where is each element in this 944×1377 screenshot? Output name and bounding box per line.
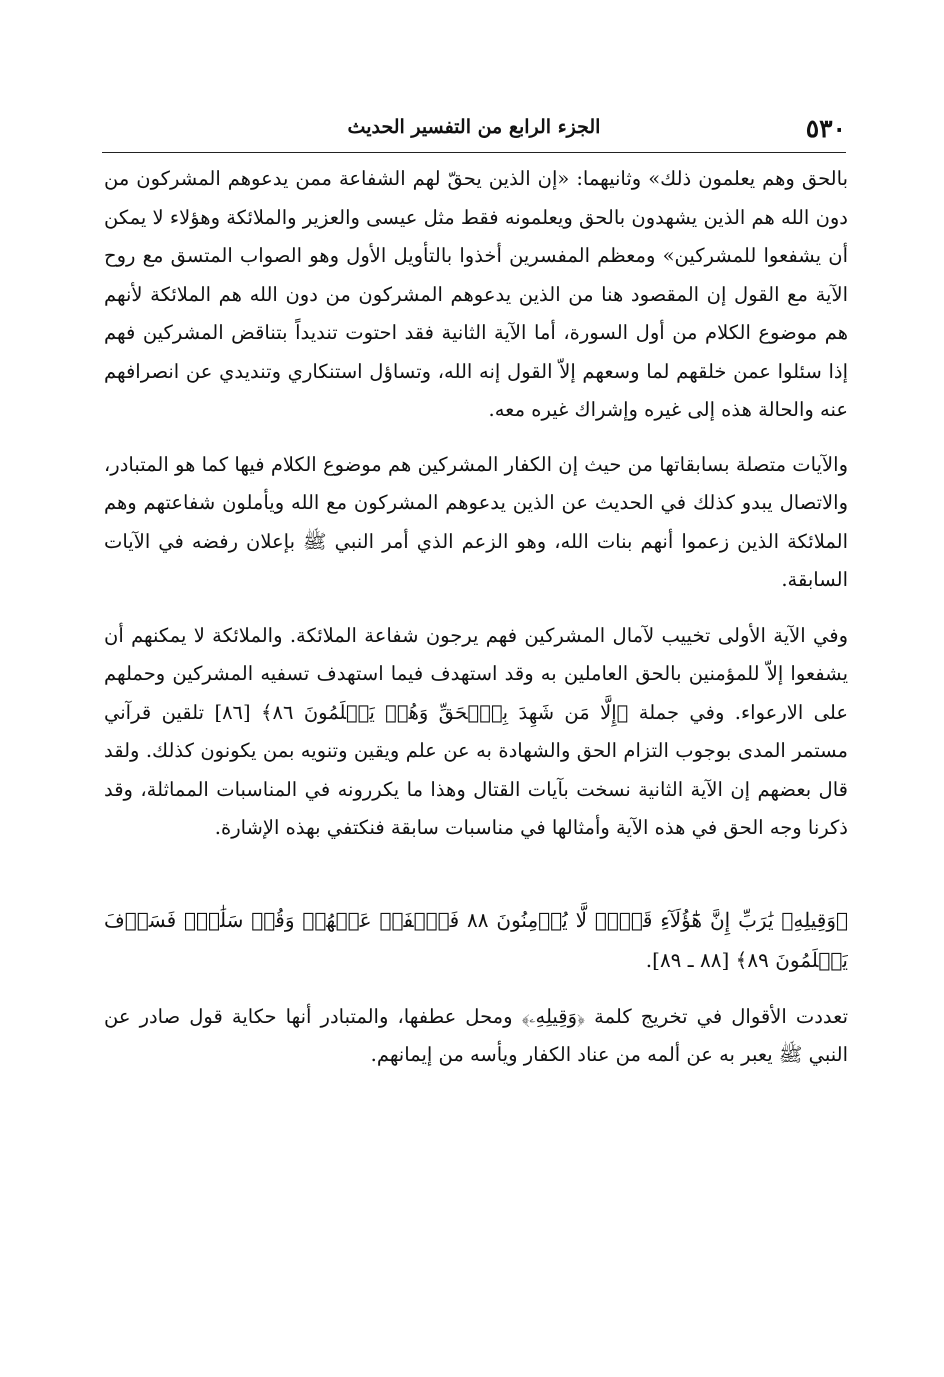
running-title: الجزء الرابع من التفسير الحديث bbox=[347, 116, 601, 138]
paragraph: وفي الآية الأولى تخييب لآمال المشركين فهم يرجون شفاعة الملائكة. والملائكة لا يمكنهم أن يشفعوا إلاّ للمؤمنين بالحق العاملين به وقد استهدف فيما استهدف تسفيه المشركين وحملهم على الارعواء. وفي جملة ﴿إِلَّا مَن شَهِدَ بِٱلۡحَقِّ وَهُمۡ يَعۡلَمُونَ ٨٦﴾ [٨٦] تلقين قرآني مستمر المدى بوجوب التزام الحق والشهادة به عن علم ويقين وتنويه بمن يكونون كذلك. ولقد قال بعضهم إن الآية الثانية نسخت بآيات القتال وهذا ما يكررونه في المناسبات المماثلة، وقد ذكرنا وجه الحق في هذه الآية وأمثالها في مناسبات سابقة فنكتفي بهذه الإشارة. bbox=[104, 623, 848, 839]
page-number: ٥٣٠ bbox=[805, 114, 846, 143]
page-header bbox=[102, 108, 846, 152]
paragraph: بالحق وهم يعلمون ذلك» وثانيهما: «إن الذين يحقّ لهم الشفاعة ممن يدعوهم المشركون من دون الله هم الذين يشهدون بالحق ويعلمونه فقط مثل عيسى والعزير والملائكة وهؤلاء لا يمكن أن يشفعوا للمشركين» ومعظم المفسرين أخذوا بالتأويل الأول وهو الصواب المتسق مع روح الآية مع القول إن المقصود هنا من الذين يدعوهم المشركون من دون الله هم الملائكة لأنهم هم موضوع الكلام من أول السورة، أما الآية الثانية فقد احتوت تنديداً بتناقض المشركين فهم إذا سئلوا عمن خلقهم لما وسعهم إلاّ القول إنه الله، وتساؤل استنكاري وتنديدي عن انصرافهم عنه والحالة هذه إلى غيره وإشراك غيره معه. bbox=[104, 167, 848, 421]
quran-verse: ﴿وَقِيلِهِۦ يَٰرَبِّ إِنَّ هَٰٓؤُلَآءِ قَوۡمٞ لَّا يُؤۡمِنُونَ ٨٨ فَٱصۡفَحۡ عَنۡهُمۡ وَقُلۡ سَلَٰمٞۚ فَسَوۡفَ يَعۡلَمُونَ ٨٩﴾ [٨٨ ـ ٨٩]. bbox=[104, 907, 848, 972]
paragraph: تعددت الأقوال في تخريج كلمة ﴿وَقِيلِهِۦ﴾ ومحل عطفها، والمتبادر أنها حكاية قول صادر عن النبي ﷺ يعبر به عن ألمه من عناد الكفار ويأسه من إيمانهم. bbox=[104, 1004, 848, 1066]
header-divider bbox=[102, 152, 846, 153]
paragraph: والآيات متصلة بسابقاتها من حيث إن الكفار المشركين هم موضوع الكلام فيها كما هو المتبادر، والاتصال يبدو كذلك في الحديث عن الذين يدعوهم المشركون مع الله ويأملون شفاعتهم وهم الملائكة الذين زعموا أنهم بنات الله، وهو الزعم الذي أمر النبي ﷺ بإعلان رفضه في الآيات السابقة. bbox=[104, 452, 848, 591]
page-body bbox=[104, 160, 848, 1270]
